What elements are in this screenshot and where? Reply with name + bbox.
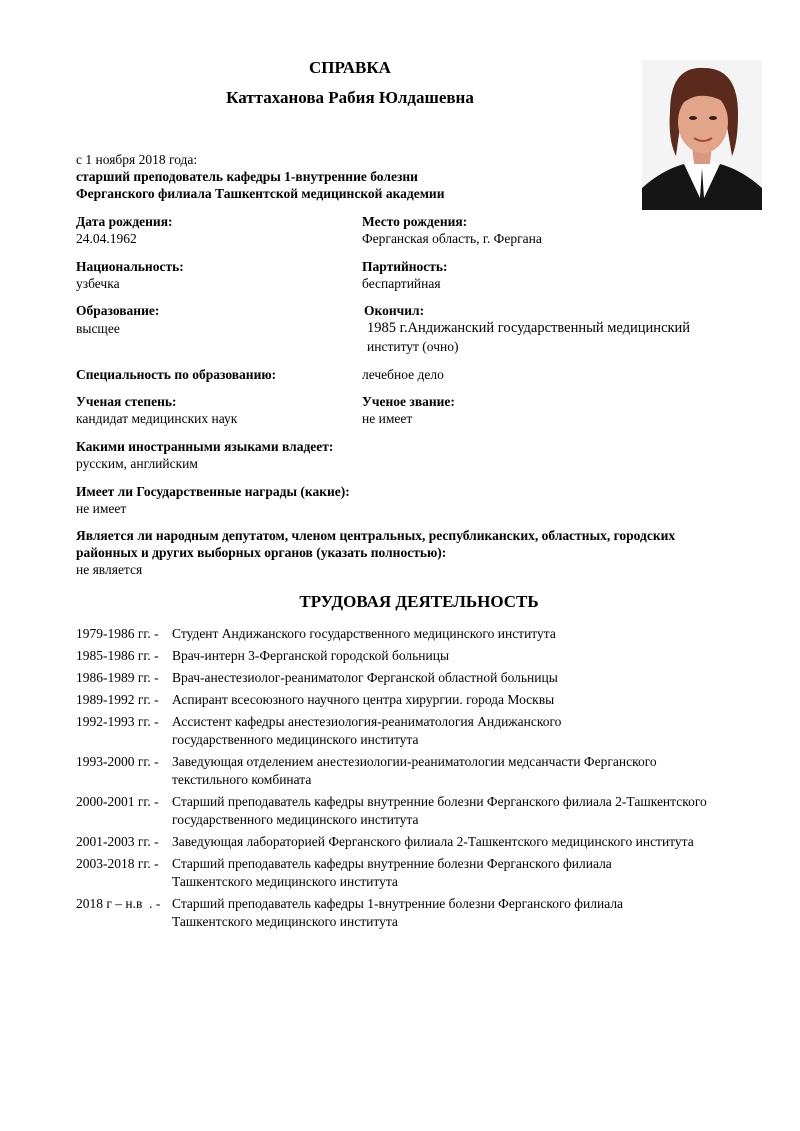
rank-value: не имеет <box>362 411 413 426</box>
education-value: высщее <box>76 321 120 336</box>
work-period: 1989-1992 гг. - <box>76 692 159 707</box>
work-description-continued: государственного медицинского института <box>172 812 419 827</box>
work-description-continued: Ташкентского медицинского института <box>172 914 398 929</box>
work-period: 1992-1993 гг. - <box>76 714 159 729</box>
specialty-value: лечебное дело <box>362 367 444 382</box>
document-title: СПРАВКА <box>309 58 391 77</box>
languages-value: русским, английским <box>76 456 198 471</box>
deputy-value: не является <box>76 562 143 577</box>
work-description: Врач-анестезиолог-реаниматолог Ферганской областной больницы <box>172 670 558 685</box>
work-period: 1985-1986 гг. - <box>76 648 159 663</box>
work-period: 1979-1986 гг. - <box>76 626 159 641</box>
work-item-9 <box>76 855 776 891</box>
work-period: 2018 г – н.в . - <box>76 896 161 911</box>
work-item-4 <box>76 691 776 709</box>
work-item-1 <box>76 625 776 643</box>
work-period: 2003-2018 гг. - <box>76 856 159 871</box>
work-item-5 <box>76 713 776 749</box>
deputy-label-line-2: районных и других выборных органов (указать полностью): <box>76 545 447 560</box>
work-description: Аспирант всесоюзного научного центра хирургии. города Москвы <box>172 692 555 707</box>
languages-label: Какими иностранными языками владеет: <box>76 439 334 454</box>
awards-value: не имеет <box>76 501 127 516</box>
work-description: Заведующая отделением анестезиологии-реаниматологии медсанчасти Ферганского <box>172 754 657 769</box>
portrait-photo <box>642 60 762 210</box>
work-description: Старший преподаватель кафедры 1-внутренние болезни Ферганского филиала <box>172 896 624 911</box>
deputy-label-line-1: Является ли народным депутатом, членом центральных, республиканских, областных, городских <box>76 528 676 543</box>
position-since: с 1 ноября 2018 года: <box>76 152 198 167</box>
awards-label: Имеет ли Государственные награды (какие): <box>76 484 350 499</box>
position-line-2: Ферганского филиала Ташкентской медицинской академии <box>76 186 445 201</box>
work-description: Студент Андижанского государственного медицинского института <box>172 626 556 641</box>
graduated-value-line-1: 1985 г.Андижанский государственный медицинский <box>367 320 691 336</box>
work-period: 1993-2000 гг. - <box>76 754 159 769</box>
work-period: 2001-2003 гг. - <box>76 834 159 849</box>
work-item-2 <box>76 647 776 665</box>
work-description: Врач-интерн 3-Ферганской городской больницы <box>172 648 450 663</box>
work-description: Старший преподаватель кафедры внутренние болезни Ферганского филиала 2-Ташкентского <box>172 794 707 809</box>
work-period: 1986-1989 гг. - <box>76 670 159 685</box>
party-label: Партийность: <box>362 259 448 274</box>
nationality-label: Национальность: <box>76 259 184 274</box>
work-item-3 <box>76 669 776 687</box>
party-value: беспартийная <box>362 276 441 291</box>
graduated-label: Окончил: <box>364 303 425 318</box>
work-period: 2000-2001 гг. - <box>76 794 159 809</box>
work-heading: ТРУДОВАЯ ДЕЯТЕЛЬНОСТЬ <box>299 592 539 611</box>
work-item-7 <box>76 793 776 829</box>
degree-label: Ученая степень: <box>76 394 177 409</box>
work-description-continued: Ташкентского медицинского института <box>172 874 398 889</box>
work-item-8 <box>76 833 776 851</box>
person-name: Каттаханова Рабия Юлдашевна <box>226 88 474 107</box>
rank-label: Ученое звание: <box>362 394 455 409</box>
portrait-icon <box>642 60 762 210</box>
work-item-10 <box>76 895 776 931</box>
birth-place-label: Место рождения: <box>362 214 468 229</box>
birth-date-value: 24.04.1962 <box>76 231 137 246</box>
nationality-value: узбечка <box>76 276 120 291</box>
graduated-value-line-2: институт (очно) <box>367 339 459 354</box>
work-description-continued: государственного медицинского института <box>172 732 419 747</box>
specialty-label: Специальность по образованию: <box>76 367 277 382</box>
position-line-1: старший преподователь кафедры 1-внутренние болезни <box>76 169 418 184</box>
work-description-continued: текстильного комбината <box>172 772 312 787</box>
education-label: Образование: <box>76 303 160 318</box>
degree-value: кандидат медицинских наук <box>76 411 238 426</box>
work-description: Старший преподаватель кафедры внутренние болезни Ферганского филиала <box>172 856 612 871</box>
work-description: Ассистент кафедры анестезиология-реаниматология Андижанского <box>172 714 562 729</box>
birth-date-label: Дата рождения: <box>76 214 173 229</box>
birth-place-value: Ферганская область, г. Фергана <box>362 231 542 246</box>
work-item-6 <box>76 753 776 789</box>
work-description: Заведующая лабораторией Ферганского филиала 2-Ташкентского медицинского института <box>172 834 694 849</box>
